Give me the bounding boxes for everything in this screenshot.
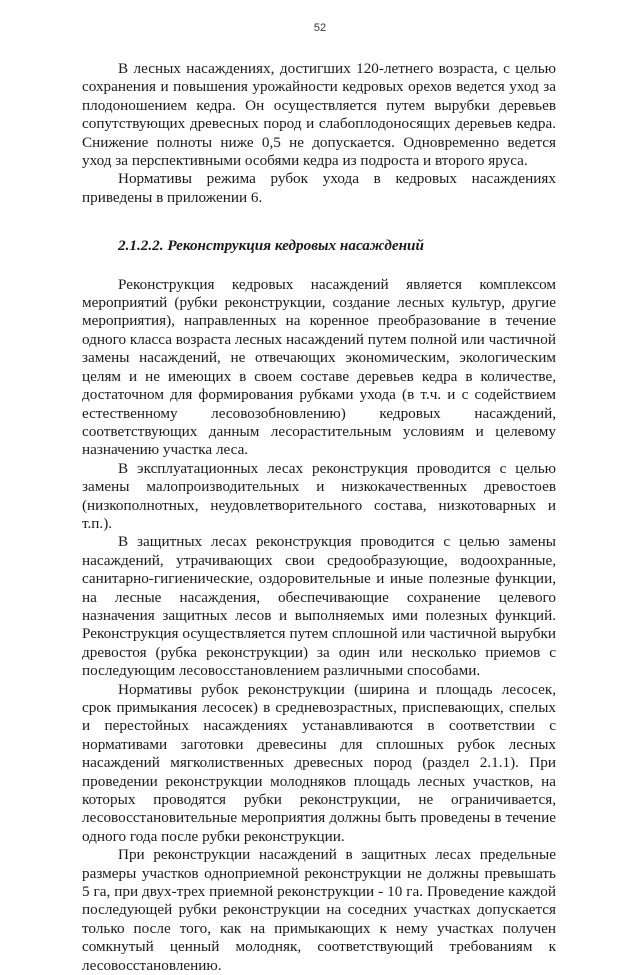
paragraph-care-norms: Нормативы режима рубок ухода в кедровых насаждениях приведены в приложении 6. — [82, 170, 556, 206]
paragraph-protective-forests: В защитных лесах реконструкция проводится с целью замены насаждений, утрачивающих свои средообразующие, водоохранные, санитарно-гигиенические, оздоровительные и иные полезные функции, на лесные насаждения, обеспечивающие сохранение целевого назначения защитных лесов и выполняемых ими полезных функций. Реконструкция осуществляется путем сплошной или частичной вырубки древостоя (рубка реконструкции) за один или несколько приемов с последующим лесовосстановлением различными способами. — [82, 533, 556, 680]
paragraph-cedar-care: В лесных насаждениях, достигших 120-летнего возраста, с целью сохранения и повышения урожайности кедровых орехов ведется уход за плодоношением кедра. Он осуществляется путем вырубки деревьев сопутствующих древесных пород и слабоплодоносящих деревьев кедра. Снижение полноты ниже 0,5 не допускается. Одновременно ведется уход за перспективными особями кедра из подроста и второго яруса. — [82, 60, 556, 170]
paragraph-area-limits: При реконструкции насаждений в защитных лесах предельные размеры участков одноприемной реконструкции не должны превышать 5 га, при двух-трех приемной реконструкции - 10 га. Проведение каждой последующей рубки реконструкции на соседних участках допускается только после того, как на примыкающих к нему участках получен сомкнутый ценный молодняк, соответствующий требованиям к лесовосстановлению. — [82, 846, 556, 974]
page-body — [82, 60, 556, 975]
paragraph-reconstruction-norms: Нормативы рубок реконструкции (ширина и площадь лесосек, срок примыкания лесосек) в средневозрастных, приспевающих, спелых и перестойных насаждениях устанавливаются в соответствии с нормативами заготовки древесины для сплошных рубок лесных насаждений мягколиственных древесных пород (раздел 2.1.1). При проведении реконструкции молодняков площадь лесных участков, на которых проводятся рубки реконструкции, не ограничивается, лесовосстановительные мероприятия должны быть проведены в течение одного года после рубки реконструкции. — [82, 680, 556, 845]
page-number: 52 — [313, 22, 327, 34]
paragraph-reconstruction-definition: Реконструкция кедровых насаждений является комплексом мероприятий (рубки реконструкции, создание лесных культур, другие мероприятия), направленных на коренное преобразование в течение одного класса возраста лесных насаждений путем полной или частичной замены насаждений, не отвечающих экономическим, экологическим целям и не имеющих в своем составе деревьев кедра в количестве, достаточном для формирования рубками ухода (в т.ч. и с содействием естественному лесовозобновлению) кедровых насаждений, соответствующих данным лесорастительным условиям и целевому назначению участка леса. — [82, 275, 556, 459]
paragraph-production-forests: В эксплуатационных лесах реконструкция проводится с целью замены малопроизводительных и низкокачественных древостоев (низкополнотных, неудовлетворительного состава, низкотоварных и т.п.). — [82, 459, 556, 532]
section-heading: 2.1.2.2. Реконструкция кедровых насаждений — [118, 237, 424, 255]
